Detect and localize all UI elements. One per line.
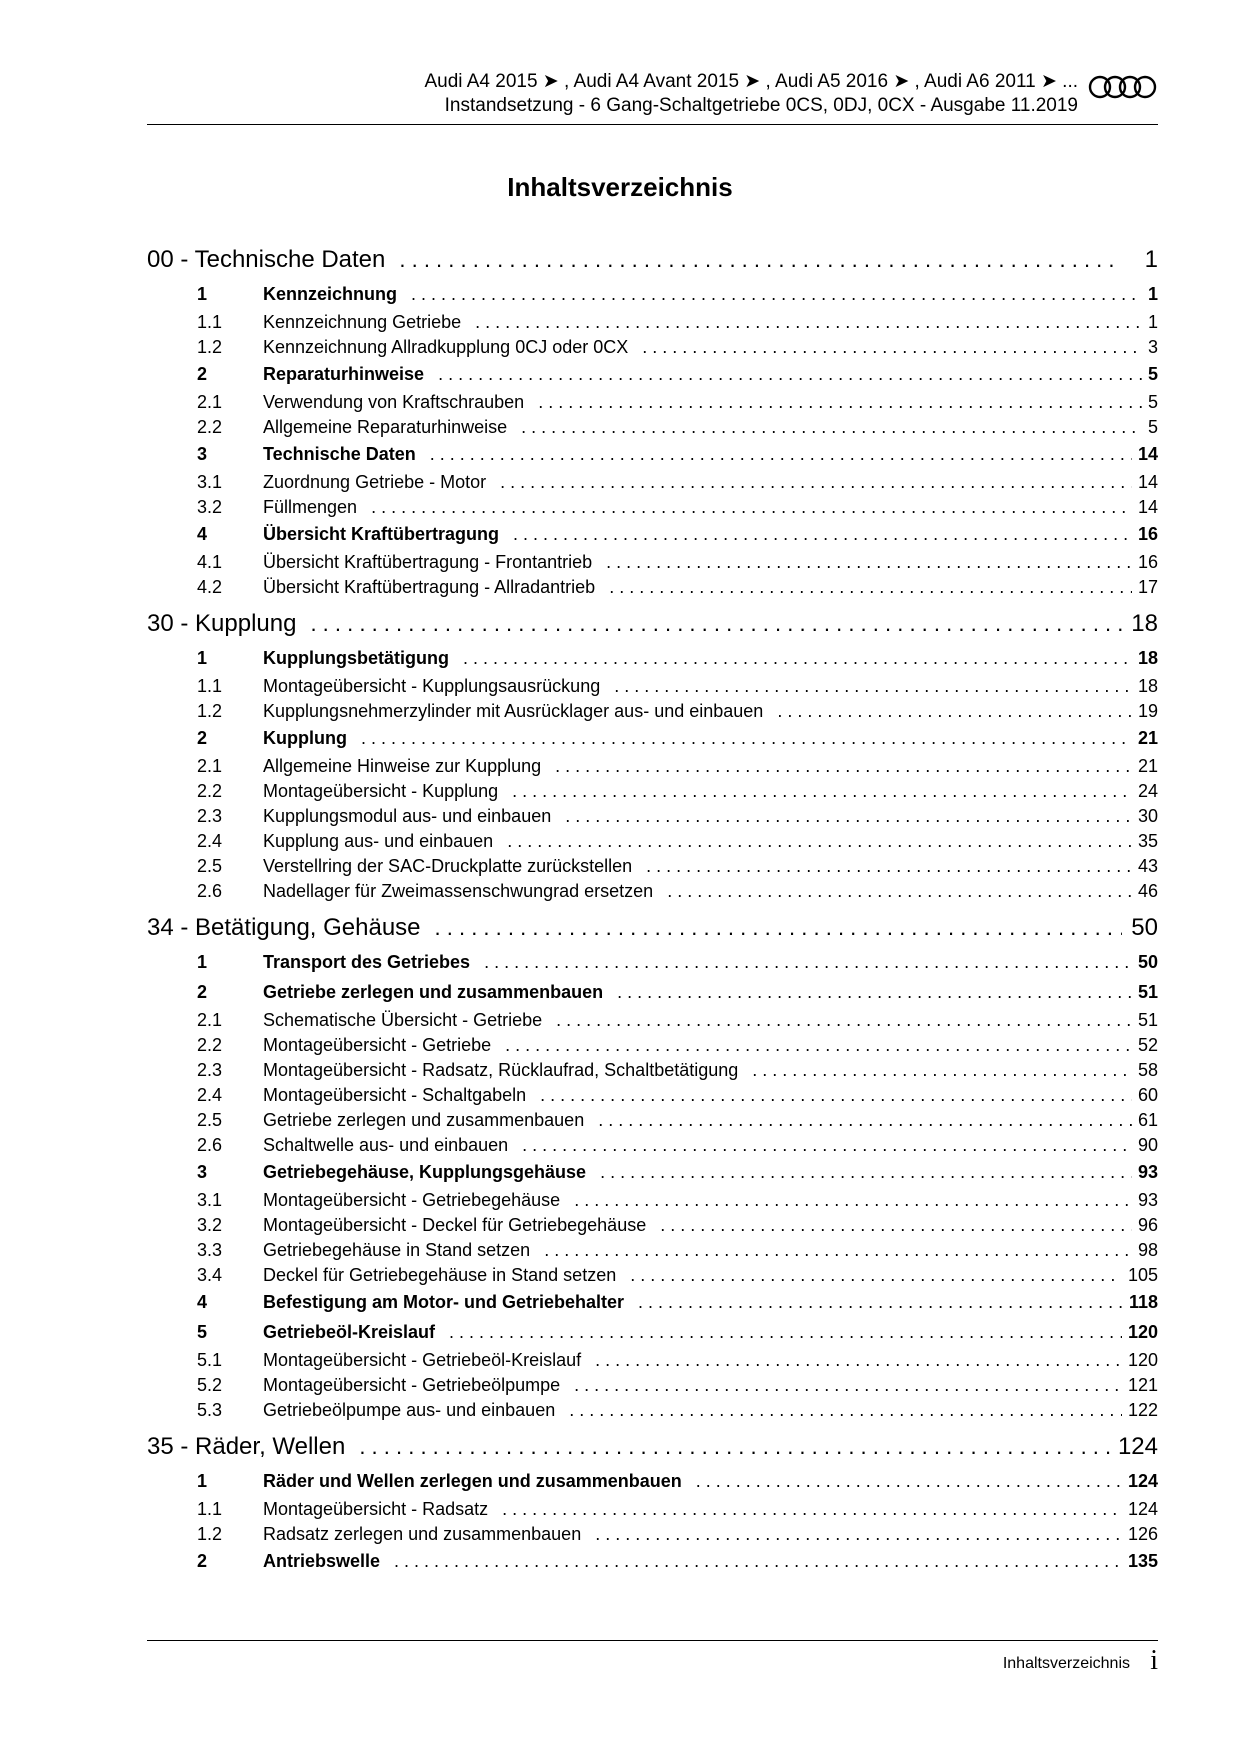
toc-entry-page: 98 bbox=[1137, 1240, 1158, 1260]
toc-sub-row[interactable] bbox=[147, 881, 1158, 906]
toc-entry-number: 4 bbox=[197, 524, 208, 544]
toc-dot-leader bbox=[310, 611, 1122, 637]
toc-sub-row[interactable] bbox=[147, 1215, 1158, 1240]
toc-sub-row[interactable] bbox=[147, 1110, 1158, 1135]
toc-sub-row[interactable] bbox=[147, 1010, 1158, 1035]
toc-sub-row[interactable] bbox=[147, 701, 1158, 726]
toc-dot-leader bbox=[411, 284, 1142, 305]
toc-entry-label: Montageübersicht - Kupplungsausrückung bbox=[263, 676, 601, 696]
toc-dot-leader bbox=[371, 497, 1132, 518]
toc-entry-number: 5.3 bbox=[197, 1400, 223, 1420]
toc-entry-label: Verwendung von Kraftschrauben bbox=[263, 392, 525, 412]
toc-section-row[interactable] bbox=[147, 982, 1158, 1010]
toc-entry-label: Getriebeöl-Kreislauf bbox=[263, 1322, 436, 1342]
toc-entry-page: 14 bbox=[1137, 472, 1158, 492]
toc-entry-label: Getriebe zerlegen und zusammenbauen bbox=[263, 982, 604, 1002]
toc-sub-row[interactable] bbox=[147, 552, 1158, 577]
toc-section-row[interactable] bbox=[147, 1471, 1158, 1499]
toc-entry-number: 2.5 bbox=[197, 1110, 223, 1130]
toc-entry-page: 124 bbox=[1127, 1471, 1158, 1491]
toc-entry-number: 3.3 bbox=[197, 1240, 223, 1260]
toc-sub-row[interactable] bbox=[147, 756, 1158, 781]
toc-entry-number: 3 bbox=[197, 1162, 208, 1182]
toc-sub-row[interactable] bbox=[147, 577, 1158, 602]
toc-section-row[interactable] bbox=[147, 284, 1158, 312]
toc-entry-label: Befestigung am Motor- und Getriebehalter bbox=[263, 1292, 625, 1312]
toc-dot-leader bbox=[556, 1010, 1132, 1031]
toc-section-row[interactable] bbox=[147, 1322, 1158, 1350]
toc-entry-number: 1 bbox=[197, 284, 208, 304]
toc-dot-leader bbox=[595, 1524, 1122, 1545]
toc-entry-page: 124 bbox=[1117, 1433, 1158, 1460]
toc-entry-page: 50 bbox=[1131, 914, 1158, 941]
toc-dot-leader bbox=[630, 1265, 1122, 1286]
toc-entry-label: Kennzeichnung bbox=[263, 284, 397, 304]
toc-entry-number: 1.2 bbox=[197, 1524, 223, 1544]
toc-section-row[interactable] bbox=[147, 1292, 1158, 1320]
toc-entry-label: Montageübersicht - Getriebe bbox=[263, 1035, 492, 1055]
toc-entry-page: 18 bbox=[1137, 648, 1158, 668]
toc-entry-label: Zuordnung Getriebe - Motor bbox=[263, 472, 487, 492]
toc-entry-page: 1 bbox=[1147, 312, 1158, 332]
table-of-contents bbox=[147, 238, 1158, 1579]
toc-entry-number: 2.2 bbox=[197, 781, 223, 801]
toc-entry-number: 2.1 bbox=[197, 1010, 223, 1030]
toc-entry-page: 21 bbox=[1137, 756, 1158, 776]
toc-entry-number: 2 bbox=[197, 728, 208, 748]
toc-entry-label: Montageübersicht - Getriebeöl-Kreislauf bbox=[263, 1350, 582, 1370]
toc-section-row[interactable] bbox=[147, 524, 1158, 552]
toc-entry-page: 61 bbox=[1137, 1110, 1158, 1130]
toc-sub-row[interactable] bbox=[147, 676, 1158, 701]
toc-entry-number: 2.4 bbox=[197, 831, 223, 851]
toc-section-row[interactable] bbox=[147, 1551, 1158, 1579]
toc-entry-label: Montageübersicht - Deckel für Getriebegehäuse bbox=[263, 1215, 647, 1235]
toc-entry-number: 3.4 bbox=[197, 1265, 223, 1285]
toc-entry-number: 1.1 bbox=[197, 1499, 223, 1519]
toc-entry-page: 124 bbox=[1127, 1499, 1158, 1519]
toc-entry-label: Schaltwelle aus- und einbauen bbox=[263, 1135, 509, 1155]
header-subtitle: Instandsetzung - 6 Gang-Schaltgetriebe 0CS, 0DJ, 0CX - Ausgabe 11.2019 bbox=[444, 95, 1078, 116]
toc-entry-page: 121 bbox=[1127, 1375, 1158, 1395]
toc-entry-page: 58 bbox=[1137, 1060, 1158, 1080]
toc-entry-label: Getriebe zerlegen und zusammenbauen bbox=[263, 1110, 585, 1130]
toc-entry-page: 3 bbox=[1147, 337, 1158, 357]
toc-entry-label: Deckel für Getriebegehäuse in Stand setzen bbox=[263, 1265, 617, 1285]
toc-entry-label: Räder und Wellen zerlegen und zusammenbauen bbox=[263, 1471, 682, 1491]
toc-sub-row[interactable] bbox=[147, 1524, 1158, 1549]
toc-dot-leader bbox=[609, 577, 1132, 598]
toc-entry-label: Montageübersicht - Radsatz, Rücklaufrad, Schaltbetätigung bbox=[263, 1060, 739, 1080]
toc-dot-leader bbox=[361, 728, 1132, 749]
toc-entry-page: 46 bbox=[1137, 881, 1158, 901]
toc-entry-label: Getriebegehäuse, Kupplungsgehäuse bbox=[263, 1162, 587, 1182]
toc-entry-page: 93 bbox=[1137, 1190, 1158, 1210]
toc-entry-number: 2.1 bbox=[197, 392, 223, 412]
toc-sub-row[interactable] bbox=[147, 1085, 1158, 1110]
toc-sub-row[interactable] bbox=[147, 417, 1158, 442]
toc-dot-leader bbox=[617, 982, 1132, 1003]
toc-entry-page: 50 bbox=[1137, 952, 1158, 972]
audi-rings-icon bbox=[1088, 74, 1158, 100]
toc-entry-page: 93 bbox=[1137, 1162, 1158, 1182]
toc-dot-leader bbox=[540, 1085, 1132, 1106]
toc-chapter-row[interactable] bbox=[147, 1433, 1158, 1469]
toc-entry-page: 16 bbox=[1137, 524, 1158, 544]
toc-entry-label: Füllmengen bbox=[263, 497, 358, 517]
toc-dot-leader bbox=[667, 881, 1132, 902]
toc-dot-leader bbox=[394, 1551, 1122, 1572]
toc-entry-page: 18 bbox=[1131, 610, 1158, 637]
toc-entry-label: Kupplung aus- und einbauen bbox=[263, 831, 494, 851]
page-header bbox=[147, 70, 1158, 125]
toc-entry-label: Montageübersicht - Getriebegehäuse bbox=[263, 1190, 561, 1210]
toc-entry-label: Übersicht Kraftübertragung - Allradantrieb bbox=[263, 577, 596, 597]
toc-sub-row[interactable] bbox=[147, 312, 1158, 337]
toc-section-row[interactable] bbox=[147, 728, 1158, 756]
toc-entry-number: 3 bbox=[197, 444, 208, 464]
toc-entry-label: Kennzeichnung Getriebe bbox=[263, 312, 462, 332]
toc-entry-label: Reparaturhinweise bbox=[263, 364, 425, 384]
toc-entry-page: 90 bbox=[1137, 1135, 1158, 1155]
toc-entry-number: 2.1 bbox=[197, 756, 223, 776]
toc-sub-row[interactable] bbox=[147, 472, 1158, 497]
toc-entry-number: 1 bbox=[197, 648, 208, 668]
toc-entry-label: Kupplung bbox=[263, 728, 347, 748]
toc-dot-leader bbox=[600, 1162, 1132, 1183]
toc-sub-row[interactable] bbox=[147, 337, 1158, 362]
toc-dot-leader bbox=[505, 1035, 1132, 1056]
toc-entry-number: 1.1 bbox=[197, 312, 223, 332]
toc-sub-row[interactable] bbox=[147, 806, 1158, 831]
toc-dot-leader bbox=[544, 1240, 1132, 1261]
toc-dot-leader bbox=[565, 806, 1132, 827]
toc-sub-row[interactable] bbox=[147, 1240, 1158, 1265]
toc-dot-leader bbox=[512, 781, 1132, 802]
toc-sub-row[interactable] bbox=[147, 1190, 1158, 1215]
toc-dot-leader bbox=[438, 364, 1142, 385]
toc-entry-page: 135 bbox=[1127, 1551, 1158, 1571]
toc-entry-page: 35 bbox=[1137, 831, 1158, 851]
toc-entry-number: 3.2 bbox=[197, 497, 223, 517]
toc-entry-page: 14 bbox=[1137, 497, 1158, 517]
toc-dot-leader bbox=[449, 1322, 1122, 1343]
toc-dot-leader bbox=[484, 952, 1132, 973]
toc-section-row[interactable] bbox=[147, 1162, 1158, 1190]
toc-entry-label: Kupplungsbetätigung bbox=[263, 648, 449, 668]
toc-chapter-row[interactable] bbox=[147, 914, 1158, 950]
toc-dot-leader bbox=[435, 915, 1122, 941]
toc-entry-number: 2.5 bbox=[197, 856, 223, 876]
toc-sub-row[interactable] bbox=[147, 831, 1158, 856]
toc-entry-number: 4 bbox=[197, 1292, 208, 1312]
toc-section-row[interactable] bbox=[147, 952, 1158, 980]
toc-sub-row[interactable] bbox=[147, 1400, 1158, 1425]
toc-dot-leader bbox=[642, 337, 1142, 358]
toc-entry-number: 5.1 bbox=[197, 1350, 223, 1370]
toc-dot-leader bbox=[598, 1110, 1132, 1131]
toc-dot-leader bbox=[606, 552, 1132, 573]
toc-chapter-row[interactable] bbox=[147, 246, 1158, 282]
toc-entry-label: Kupplungsnehmerzylinder mit Ausrücklager aus- und einbauen bbox=[263, 701, 764, 721]
toc-entry-label: Übersicht Kraftübertragung - Frontantrieb bbox=[263, 552, 593, 572]
toc-entry-number: 2.2 bbox=[197, 1035, 223, 1055]
toc-entry-label: 00 - Technische Daten bbox=[147, 246, 386, 273]
toc-entry-page: 1 bbox=[1144, 246, 1158, 273]
toc-entry-label: Nadellager für Zweimassenschwungrad ersetzen bbox=[263, 881, 654, 901]
toc-entry-label: Kennzeichnung Allradkupplung 0CJ oder 0CX bbox=[263, 337, 629, 357]
toc-entry-page: 52 bbox=[1137, 1035, 1158, 1055]
toc-entry-page: 5 bbox=[1147, 364, 1158, 384]
toc-dot-leader bbox=[475, 312, 1142, 333]
toc-entry-label: Montageübersicht - Schaltgabeln bbox=[263, 1085, 527, 1105]
toc-section-row[interactable] bbox=[147, 648, 1158, 676]
toc-entry-number: 2.3 bbox=[197, 806, 223, 826]
toc-entry-page: 51 bbox=[1137, 1010, 1158, 1030]
toc-sub-row[interactable] bbox=[147, 781, 1158, 806]
toc-entry-page: 96 bbox=[1137, 1215, 1158, 1235]
toc-entry-page: 16 bbox=[1137, 552, 1158, 572]
toc-dot-leader bbox=[500, 472, 1132, 493]
toc-entry-page: 105 bbox=[1127, 1265, 1158, 1285]
toc-sub-row[interactable] bbox=[147, 1265, 1158, 1290]
toc-dot-leader bbox=[522, 1135, 1132, 1156]
toc-entry-label: Schematische Übersicht - Getriebe bbox=[263, 1010, 543, 1030]
toc-entry-label: Antriebswelle bbox=[263, 1551, 381, 1571]
toc-dot-leader bbox=[569, 1400, 1122, 1421]
toc-entry-number: 5 bbox=[197, 1322, 208, 1342]
toc-entry-number: 2 bbox=[197, 364, 208, 384]
toc-entry-number: 2.6 bbox=[197, 881, 223, 901]
toc-entry-number: 2 bbox=[197, 982, 208, 1002]
footer-label: Inhaltsverzeichnis bbox=[1002, 1655, 1130, 1672]
toc-entry-label: 30 - Kupplung bbox=[147, 610, 297, 637]
toc-entry-page: 18 bbox=[1137, 676, 1158, 696]
toc-sub-row[interactable] bbox=[147, 497, 1158, 522]
toc-entry-label: Technische Daten bbox=[263, 444, 416, 464]
toc-entry-number: 1.2 bbox=[197, 337, 223, 357]
toc-dot-leader bbox=[430, 444, 1132, 465]
toc-entry-page: 118 bbox=[1128, 1292, 1158, 1312]
toc-dot-leader bbox=[646, 856, 1132, 877]
toc-entry-label: Getriebeölpumpe aus- und einbauen bbox=[263, 1400, 556, 1420]
toc-entry-page: 126 bbox=[1127, 1524, 1158, 1544]
toc-entry-label: Übersicht Kraftübertragung bbox=[263, 524, 500, 544]
toc-sub-row[interactable] bbox=[147, 392, 1158, 417]
toc-entry-page: 5 bbox=[1147, 417, 1158, 437]
toc-entry-page: 122 bbox=[1127, 1400, 1158, 1420]
toc-entry-label: Getriebegehäuse in Stand setzen bbox=[263, 1240, 531, 1260]
toc-entry-number: 4.1 bbox=[197, 552, 223, 572]
toc-dot-leader bbox=[521, 417, 1142, 438]
toc-entry-page: 120 bbox=[1127, 1350, 1158, 1370]
toc-entry-number: 1.1 bbox=[197, 676, 223, 696]
toc-entry-label: Radsatz zerlegen und zusammenbauen bbox=[263, 1524, 582, 1544]
toc-sub-row[interactable] bbox=[147, 1060, 1158, 1085]
toc-dot-leader bbox=[513, 524, 1132, 545]
toc-sub-row[interactable] bbox=[147, 856, 1158, 881]
toc-dot-leader bbox=[752, 1060, 1132, 1081]
toc-entry-label: Kupplungsmodul aus- und einbauen bbox=[263, 806, 552, 826]
toc-dot-leader bbox=[574, 1190, 1132, 1211]
toc-dot-leader bbox=[574, 1375, 1122, 1396]
toc-sub-row[interactable] bbox=[147, 1035, 1158, 1060]
page-footer bbox=[147, 1640, 1158, 1676]
toc-entry-number: 1.2 bbox=[197, 701, 223, 721]
toc-entry-number: 5.2 bbox=[197, 1375, 223, 1395]
header-models: Audi A4 2015 ➤ , Audi A4 Avant 2015 ➤ , Audi A5 2016 ➤ , Audi A6 2011 ➤ ... bbox=[424, 71, 1078, 92]
toc-section-row[interactable] bbox=[147, 364, 1158, 392]
toc-entry-page: 14 bbox=[1137, 444, 1158, 464]
toc-sub-row[interactable] bbox=[147, 1135, 1158, 1160]
toc-dot-leader bbox=[463, 648, 1132, 669]
toc-entry-label: Montageübersicht - Getriebeölpumpe bbox=[263, 1375, 561, 1395]
toc-dot-leader bbox=[399, 247, 1122, 273]
toc-entry-label: Allgemeine Reparaturhinweise bbox=[263, 417, 508, 437]
toc-sub-row[interactable] bbox=[147, 1375, 1158, 1400]
toc-dot-leader bbox=[777, 701, 1132, 722]
toc-dot-leader bbox=[595, 1350, 1122, 1371]
toc-entry-page: 21 bbox=[1137, 728, 1158, 748]
toc-entry-label: 35 - Räder, Wellen bbox=[147, 1433, 346, 1460]
toc-entry-page: 5 bbox=[1147, 392, 1158, 412]
toc-entry-number: 2 bbox=[197, 1551, 208, 1571]
toc-entry-number: 3.1 bbox=[197, 472, 223, 492]
toc-chapter-row[interactable] bbox=[147, 610, 1158, 646]
toc-entry-number: 2.3 bbox=[197, 1060, 223, 1080]
toc-dot-leader bbox=[638, 1292, 1123, 1313]
toc-entry-page: 51 bbox=[1137, 982, 1158, 1002]
toc-dot-leader bbox=[660, 1215, 1132, 1236]
toc-section-row[interactable] bbox=[147, 444, 1158, 472]
toc-dot-leader bbox=[507, 831, 1132, 852]
toc-entry-number: 1 bbox=[197, 952, 208, 972]
toc-entry-label: 34 - Betätigung, Gehäuse bbox=[147, 914, 421, 941]
toc-dot-leader bbox=[359, 1434, 1112, 1460]
toc-entry-number: 4.2 bbox=[197, 577, 223, 597]
toc-entry-label: Verstellring der SAC-Druckplatte zurückstellen bbox=[263, 856, 633, 876]
toc-entry-page: 120 bbox=[1127, 1322, 1158, 1342]
toc-entry-page: 17 bbox=[1137, 577, 1158, 597]
toc-entry-number: 1 bbox=[197, 1471, 208, 1491]
toc-entry-page: 24 bbox=[1137, 781, 1158, 801]
toc-dot-leader bbox=[502, 1499, 1122, 1520]
toc-sub-row[interactable] bbox=[147, 1499, 1158, 1524]
toc-dot-leader bbox=[538, 392, 1142, 413]
footer-page-number: i bbox=[1150, 1645, 1158, 1676]
toc-entry-page: 60 bbox=[1137, 1085, 1158, 1105]
toc-entry-label: Montageübersicht - Kupplung bbox=[263, 781, 499, 801]
toc-sub-row[interactable] bbox=[147, 1350, 1158, 1375]
toc-entry-number: 2.4 bbox=[197, 1085, 223, 1105]
toc-entry-page: 1 bbox=[1147, 284, 1158, 304]
toc-entry-number: 2.2 bbox=[197, 417, 223, 437]
toc-entry-label: Allgemeine Hinweise zur Kupplung bbox=[263, 756, 542, 776]
toc-entry-label: Montageübersicht - Radsatz bbox=[263, 1499, 489, 1519]
toc-entry-number: 3.1 bbox=[197, 1190, 223, 1210]
toc-entry-label: Transport des Getriebes bbox=[263, 952, 471, 972]
toc-dot-leader bbox=[555, 756, 1132, 777]
page-title: Inhaltsverzeichnis bbox=[507, 172, 733, 202]
toc-entry-page: 30 bbox=[1137, 806, 1158, 826]
toc-entry-page: 43 bbox=[1137, 856, 1158, 876]
toc-entry-page: 19 bbox=[1137, 701, 1158, 721]
toc-entry-number: 3.2 bbox=[197, 1215, 223, 1235]
toc-entry-number: 2.6 bbox=[197, 1135, 223, 1155]
toc-dot-leader bbox=[614, 676, 1132, 697]
toc-dot-leader bbox=[696, 1471, 1122, 1492]
